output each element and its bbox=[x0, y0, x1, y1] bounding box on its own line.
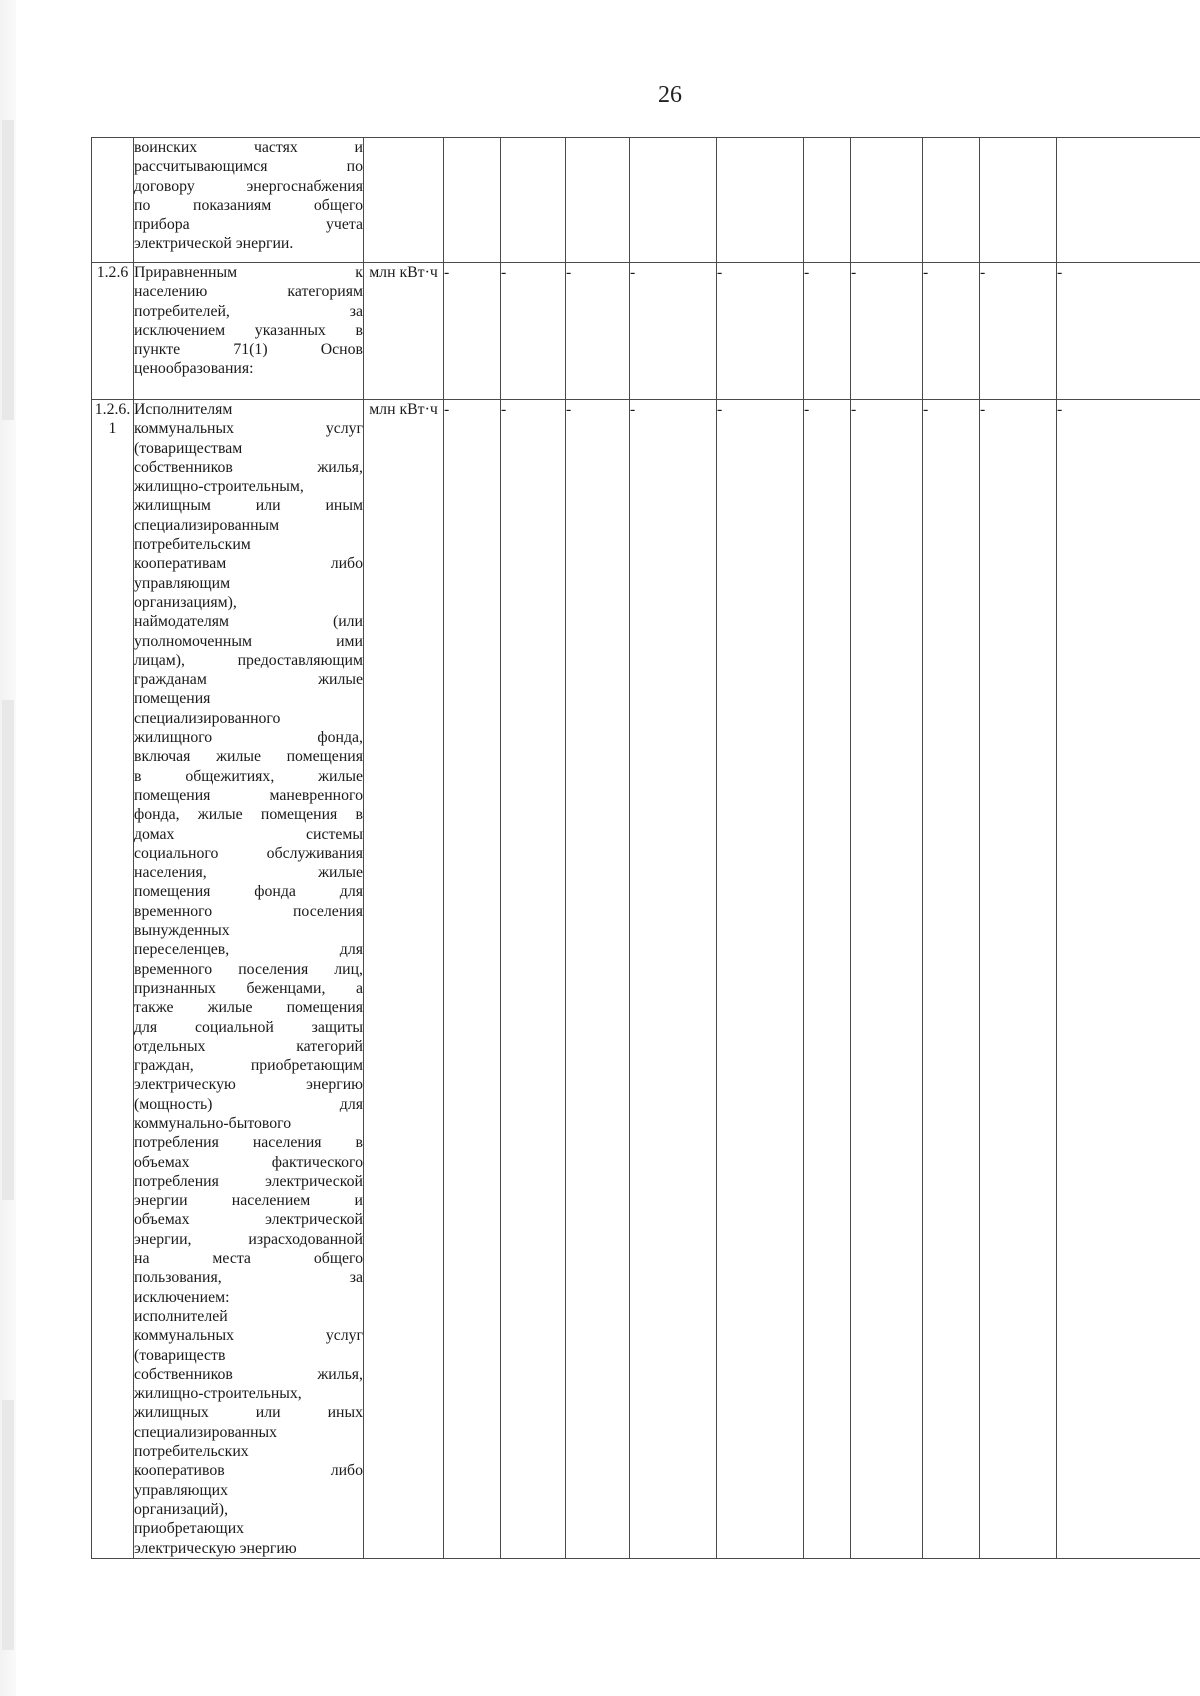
unit-cell bbox=[364, 138, 444, 263]
description-line: энергии, израсходованной bbox=[134, 1230, 363, 1248]
unit-cell: млн кВт·ч bbox=[364, 400, 444, 1559]
description-line: вынужденных bbox=[134, 922, 230, 940]
description-line: организаций), bbox=[134, 1500, 229, 1518]
value-cell: - bbox=[851, 263, 923, 400]
value-cell: - bbox=[501, 263, 566, 400]
description-line: потребления электрической bbox=[134, 1172, 363, 1190]
description-line: граждан, приобретающим bbox=[134, 1057, 363, 1075]
page-number: 26 bbox=[658, 82, 682, 108]
description-line: включая жилые помещения bbox=[134, 748, 363, 766]
value-cell bbox=[1057, 138, 1200, 263]
description-line: собственников жилья, bbox=[134, 458, 363, 476]
value-cell: - bbox=[630, 400, 717, 1559]
description-line: наймодателям (или bbox=[134, 613, 363, 631]
description-line: также жилые помещения bbox=[134, 999, 363, 1017]
description-line: (мощность) для bbox=[134, 1095, 363, 1113]
description-line: потребительских bbox=[134, 1443, 249, 1461]
value-cell: - bbox=[804, 263, 851, 400]
description-line: управляющих bbox=[134, 1481, 228, 1499]
description-line: коммунальных услуг bbox=[134, 420, 363, 438]
value-cell: - bbox=[1057, 263, 1200, 400]
description-line: кооперативов либо bbox=[134, 1462, 363, 1480]
description-line: признанных беженцами, а bbox=[134, 979, 363, 997]
row-number bbox=[92, 138, 134, 263]
description-line: воинских частях и bbox=[134, 139, 363, 156]
description-line: специализированного bbox=[134, 709, 281, 727]
value-cell: - bbox=[980, 263, 1057, 400]
description-line: потребителей, за bbox=[134, 302, 363, 320]
description-line: ценообразования: bbox=[134, 360, 254, 378]
description-line: коммунально-бытового bbox=[134, 1114, 292, 1132]
description-line: энергии населением и bbox=[134, 1192, 363, 1210]
description-line: объемах фактического bbox=[134, 1153, 363, 1171]
description-line: уполномоченным ими bbox=[134, 632, 363, 650]
description-line: населения, жилые bbox=[134, 864, 363, 882]
row-number: 1.2.6 bbox=[92, 263, 134, 400]
description-line: жилищно-строительных, bbox=[134, 1385, 302, 1403]
description-line: (товариществам bbox=[134, 439, 243, 457]
description-line: управляющим bbox=[134, 574, 231, 592]
description-line: договору энергоснабжения bbox=[134, 177, 363, 195]
description-line: социального обслуживания bbox=[134, 844, 363, 862]
table-row bbox=[92, 400, 1200, 1559]
table-row bbox=[92, 138, 1200, 263]
value-cell: - bbox=[566, 263, 630, 400]
row-description bbox=[134, 138, 364, 263]
value-cell bbox=[851, 138, 923, 263]
description-line: жилищно-строительным, bbox=[134, 478, 304, 496]
value-cell: - bbox=[717, 263, 804, 400]
description-line: исключением указанных в bbox=[134, 321, 363, 339]
value-cell bbox=[804, 138, 851, 263]
description-line: (товариществ bbox=[134, 1346, 226, 1364]
value-cell: - bbox=[1057, 400, 1200, 1559]
description-line: переселенцев, для bbox=[134, 941, 363, 959]
description-line: домах системы bbox=[134, 825, 363, 843]
description-line: помещения маневренного bbox=[134, 786, 363, 804]
description-line: для социальной защиты bbox=[134, 1018, 363, 1036]
description-line: организациям), bbox=[134, 593, 237, 611]
value-cell: - bbox=[566, 400, 630, 1559]
row-description bbox=[134, 263, 364, 400]
value-cell: - bbox=[444, 263, 501, 400]
description-line: рассчитывающимся по bbox=[134, 158, 363, 176]
description-line: потребления населения в bbox=[134, 1134, 363, 1152]
description-line: населению категориям bbox=[134, 283, 363, 301]
description-line: пункте 71(1) Основ bbox=[134, 341, 363, 359]
description-line: электрическую энергию bbox=[134, 1076, 363, 1094]
value-cell: - bbox=[444, 400, 501, 1559]
description-line: пользования, за bbox=[134, 1269, 363, 1287]
value-cell: - bbox=[717, 400, 804, 1559]
unit-cell: млн кВт·ч bbox=[364, 263, 444, 400]
description-line: гражданам жилые bbox=[134, 671, 363, 689]
description-line: в общежитиях, жилые bbox=[134, 767, 363, 785]
row-number: 1.2.6. 1 bbox=[92, 400, 134, 1559]
description-line: жилищного фонда, bbox=[134, 729, 363, 747]
table-row bbox=[92, 263, 1200, 400]
description-line: на места общего bbox=[134, 1250, 363, 1268]
description-line: по показаниям общего bbox=[134, 196, 363, 214]
row-description bbox=[134, 400, 364, 1559]
description-line: фонда, жилые помещения в bbox=[134, 806, 363, 824]
value-cell: - bbox=[501, 400, 566, 1559]
description-line: электрическую энергию bbox=[134, 1539, 297, 1557]
description-line: лицам), предоставляющим bbox=[134, 651, 363, 669]
value-cell: - bbox=[804, 400, 851, 1559]
description-line: приобретающих bbox=[134, 1520, 245, 1538]
value-cell bbox=[923, 138, 980, 263]
value-cell bbox=[501, 138, 566, 263]
description-line: потребительским bbox=[134, 536, 251, 554]
description-line: Приравненным к bbox=[134, 264, 363, 281]
description-line: временного поселения лиц, bbox=[134, 960, 363, 978]
description-line: собственников жилья, bbox=[134, 1365, 363, 1383]
description-line: специализированным bbox=[134, 516, 280, 534]
description-line: помещения фонда для bbox=[134, 883, 363, 901]
value-cell bbox=[717, 138, 804, 263]
value-cell: - bbox=[851, 400, 923, 1559]
description-line: жилищных или иных bbox=[134, 1404, 363, 1422]
description-line: объемах электрической bbox=[134, 1211, 363, 1229]
description-line: электрической энергии. bbox=[134, 235, 294, 253]
value-cell bbox=[980, 138, 1057, 263]
description-line: кооперативам либо bbox=[134, 555, 363, 573]
description-line: специализированных bbox=[134, 1423, 278, 1441]
value-cell: - bbox=[923, 400, 980, 1559]
description-line: прибора учета bbox=[134, 216, 363, 234]
description-line: жилищным или иным bbox=[134, 497, 363, 515]
value-cell: - bbox=[923, 263, 980, 400]
description-line: исполнителей bbox=[134, 1307, 228, 1325]
value-cell bbox=[566, 138, 630, 263]
description-line: коммунальных услуг bbox=[134, 1327, 363, 1345]
value-cell: - bbox=[980, 400, 1057, 1559]
value-cell bbox=[444, 138, 501, 263]
description-line: Исполнителям bbox=[134, 401, 233, 418]
description-line: помещения bbox=[134, 690, 211, 708]
value-cell bbox=[630, 138, 717, 263]
description-line: отдельных категорий bbox=[134, 1037, 363, 1055]
scan-edge bbox=[0, 0, 16, 1696]
data-table bbox=[91, 137, 1200, 1559]
description-line: временного поселения bbox=[134, 902, 363, 920]
description-line: исключением: bbox=[134, 1288, 230, 1306]
value-cell: - bbox=[630, 263, 717, 400]
